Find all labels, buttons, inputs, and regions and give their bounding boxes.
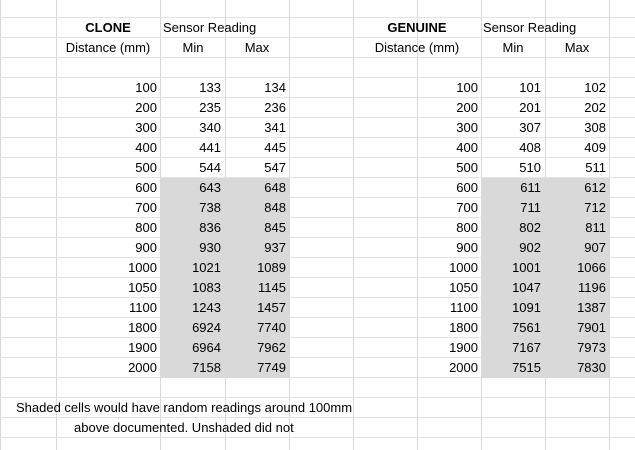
note-line-2[interactable]: above documented. Unshaded did not — [74, 420, 294, 435]
genuine-distance-cell[interactable]: 1800 — [449, 320, 478, 335]
genuine-max-cell[interactable]: 907 — [584, 240, 606, 255]
clone-min-cell[interactable]: 738 — [199, 200, 221, 215]
clone-min-cell[interactable]: 7158 — [192, 360, 221, 375]
clone-min-cell[interactable]: 441 — [199, 140, 221, 155]
clone-distance-cell[interactable]: 1800 — [128, 320, 157, 335]
clone-distance-cell[interactable]: 1100 — [129, 300, 157, 315]
clone-min-cell[interactable]: 836 — [199, 220, 221, 235]
genuine-min-cell[interactable]: 1047 — [512, 280, 541, 295]
column-border — [289, 0, 290, 450]
clone-max-cell[interactable]: 937 — [264, 240, 286, 255]
clone-min-header[interactable]: Min — [182, 40, 204, 55]
genuine-min-header[interactable]: Min — [502, 40, 524, 55]
genuine-max-cell[interactable]: 511 — [585, 160, 606, 175]
genuine-max-header[interactable]: Max — [564, 40, 590, 55]
genuine-distance-cell[interactable]: 500 — [456, 160, 478, 175]
clone-distance-cell[interactable]: 900 — [135, 240, 157, 255]
clone-max-cell[interactable]: 236 — [264, 100, 286, 115]
clone-distance-cell[interactable]: 300 — [135, 120, 157, 135]
clone-distance-cell[interactable]: 700 — [135, 200, 157, 215]
clone-max-cell[interactable]: 1457 — [257, 300, 286, 315]
genuine-distance-cell[interactable]: 300 — [456, 120, 478, 135]
clone-max-cell[interactable]: 7962 — [257, 340, 286, 355]
clone-distance-cell[interactable]: 100 — [135, 80, 157, 95]
clone-min-cell[interactable]: 643 — [199, 180, 221, 195]
clone-max-header[interactable]: Max — [244, 40, 270, 55]
genuine-distance-cell[interactable]: 800 — [456, 220, 478, 235]
clone-max-cell[interactable]: 7740 — [257, 320, 286, 335]
clone-title[interactable]: CLONE — [85, 20, 131, 35]
genuine-max-cell[interactable]: 612 — [584, 180, 606, 195]
genuine-min-cell[interactable]: 201 — [519, 100, 541, 115]
clone-distance-cell[interactable]: 2000 — [128, 360, 157, 375]
genuine-max-cell[interactable]: 1387 — [577, 300, 606, 315]
genuine-distance-cell[interactable]: 1050 — [449, 280, 478, 295]
clone-sensor-reading-header[interactable]: Sensor Reading — [163, 20, 257, 35]
genuine-max-cell[interactable]: 1066 — [577, 260, 606, 275]
genuine-max-cell[interactable]: 811 — [585, 220, 606, 235]
genuine-distance-cell[interactable]: 900 — [456, 240, 478, 255]
clone-distance-cell[interactable]: 500 — [135, 160, 157, 175]
genuine-distance-cell[interactable]: 700 — [456, 200, 478, 215]
genuine-distance-cell[interactable]: 200 — [456, 100, 478, 115]
clone-max-cell[interactable]: 848 — [264, 200, 286, 215]
genuine-max-cell[interactable]: 7901 — [577, 320, 606, 335]
clone-distance-cell[interactable]: 600 — [135, 180, 157, 195]
genuine-distance-cell[interactable]: 400 — [456, 140, 478, 155]
genuine-distance-cell[interactable]: 1900 — [449, 340, 478, 355]
clone-min-cell[interactable]: 544 — [199, 160, 221, 175]
genuine-max-cell[interactable]: 7830 — [577, 360, 606, 375]
clone-min-cell[interactable]: 1021 — [192, 260, 221, 275]
clone-distance-cell[interactable]: 400 — [135, 140, 157, 155]
clone-distance-cell[interactable]: 1050 — [128, 280, 157, 295]
genuine-max-cell[interactable]: 712 — [584, 200, 606, 215]
clone-max-cell[interactable]: 134 — [264, 80, 286, 95]
clone-max-cell[interactable]: 648 — [264, 180, 286, 195]
clone-max-cell[interactable]: 445 — [264, 140, 286, 155]
clone-distance-cell[interactable]: 1000 — [128, 260, 157, 275]
genuine-max-cell[interactable]: 1196 — [578, 280, 606, 295]
clone-distance-cell[interactable]: 200 — [135, 100, 157, 115]
genuine-distance-cell[interactable]: 1100 — [450, 300, 478, 315]
genuine-distance-cell[interactable]: 100 — [456, 80, 478, 95]
genuine-min-cell[interactable]: 408 — [519, 140, 541, 155]
genuine-min-cell[interactable]: 1001 — [512, 260, 541, 275]
column-border — [609, 0, 610, 450]
clone-min-cell[interactable]: 930 — [199, 240, 221, 255]
clone-max-cell[interactable]: 7749 — [257, 360, 286, 375]
clone-min-cell[interactable]: 6964 — [192, 340, 221, 355]
genuine-distance-header[interactable]: Distance (mm) — [374, 40, 460, 55]
genuine-min-cell[interactable]: 802 — [519, 220, 541, 235]
genuine-max-cell[interactable]: 202 — [584, 100, 606, 115]
clone-min-cell[interactable]: 1243 — [192, 300, 221, 315]
clone-max-cell[interactable]: 1089 — [257, 260, 286, 275]
genuine-min-cell[interactable]: 7167 — [512, 340, 541, 355]
genuine-max-cell[interactable]: 308 — [584, 120, 606, 135]
genuine-sensor-reading-header[interactable]: Sensor Reading — [483, 20, 577, 35]
genuine-min-cell[interactable]: 510 — [519, 160, 541, 175]
genuine-min-cell[interactable]: 7561 — [512, 320, 541, 335]
clone-max-cell[interactable]: 1145 — [258, 280, 286, 295]
genuine-max-cell[interactable]: 7973 — [577, 340, 606, 355]
clone-min-cell[interactable]: 6924 — [192, 320, 221, 335]
genuine-min-cell[interactable]: 611 — [520, 180, 541, 195]
genuine-min-cell[interactable]: 902 — [519, 240, 541, 255]
genuine-min-cell[interactable]: 101 — [519, 80, 541, 95]
genuine-min-cell[interactable]: 7515 — [512, 360, 541, 375]
clone-min-cell[interactable]: 133 — [199, 80, 221, 95]
clone-max-cell[interactable]: 845 — [264, 220, 286, 235]
genuine-title[interactable]: GENUINE — [387, 20, 447, 35]
clone-min-cell[interactable]: 1083 — [192, 280, 221, 295]
genuine-distance-cell[interactable]: 1000 — [449, 260, 478, 275]
clone-min-cell[interactable]: 340 — [199, 120, 221, 135]
clone-distance-cell[interactable]: 1900 — [128, 340, 157, 355]
note-line-1[interactable]: Shaded cells would have random readings around 100mm — [16, 400, 353, 415]
genuine-distance-cell[interactable]: 2000 — [449, 360, 478, 375]
genuine-min-cell[interactable]: 711 — [520, 200, 541, 215]
genuine-distance-cell[interactable]: 600 — [456, 180, 478, 195]
clone-max-cell[interactable]: 341 — [264, 120, 286, 135]
column-border — [0, 0, 1, 450]
clone-max-cell[interactable]: 547 — [264, 160, 286, 175]
clone-distance-header[interactable]: Distance (mm) — [65, 40, 151, 55]
clone-distance-cell[interactable]: 800 — [135, 220, 157, 235]
genuine-min-cell[interactable]: 307 — [519, 120, 541, 135]
clone-min-cell[interactable]: 235 — [199, 100, 221, 115]
genuine-min-cell[interactable]: 1091 — [512, 300, 541, 315]
genuine-max-cell[interactable]: 409 — [584, 140, 606, 155]
genuine-max-cell[interactable]: 102 — [584, 80, 606, 95]
